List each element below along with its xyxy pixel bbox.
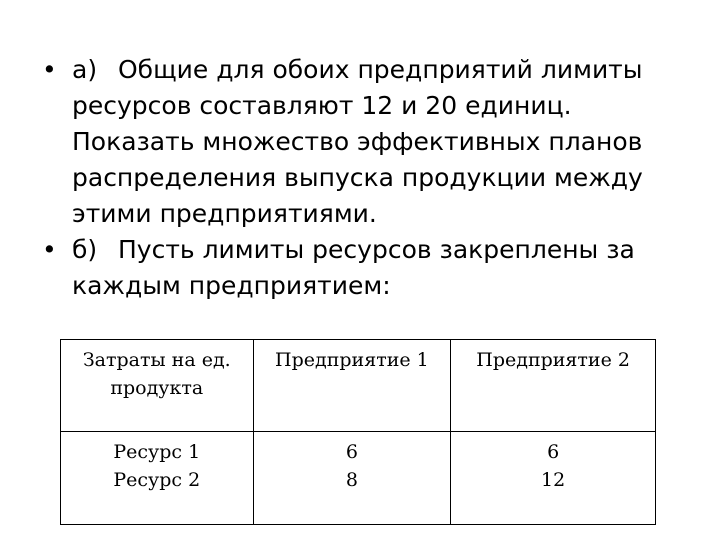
enterprise1-values-cell: [253, 432, 451, 525]
header-cost-label-line1: Затраты на ед.: [82, 349, 231, 371]
bullet-marker: •: [42, 235, 57, 264]
header-cost-cell: [61, 340, 254, 432]
bullet-letter-b: б): [72, 235, 98, 264]
resource-1-label: Ресурс 1: [113, 441, 201, 463]
bullet-marker: •: [42, 55, 57, 84]
bullet-item-b: [42, 232, 682, 304]
bullet-item-a: [42, 52, 682, 232]
enterprise1-resource1-value: 6: [345, 441, 358, 463]
bullet-letter-a: а): [72, 55, 98, 84]
resource-names-cell: [61, 432, 254, 525]
bullet-list: [42, 52, 682, 304]
bullet-text-b: Пусть лимиты ресурсов закреплены за каждым предприятием:: [72, 235, 635, 300]
enterprise2-values-cell: [451, 432, 656, 525]
table-row: [61, 432, 656, 525]
header-enterprise1-label: Предприятие 1: [275, 349, 429, 371]
header-cost-label-line2: продукта: [110, 377, 204, 399]
table-header-row: [61, 340, 656, 432]
enterprise2-resource1-value: 6: [547, 441, 560, 463]
header-enterprise1-cell: [253, 340, 451, 432]
bullet-text-a: Общие для обоих предприятий лимиты ресурсов составляют 12 и 20 единиц. Показать множество эффективных планов распределения выпуска продукции между этими предприятиями.: [72, 55, 643, 228]
enterprise1-resource2-value: 8: [345, 469, 358, 491]
header-enterprise2-cell: [451, 340, 656, 432]
resource-cost-table: [60, 339, 656, 525]
resource-2-label: Ресурс 2: [113, 469, 201, 491]
header-enterprise2-label: Предприятие 2: [476, 349, 630, 371]
enterprise2-resource2-value: 12: [541, 469, 566, 491]
